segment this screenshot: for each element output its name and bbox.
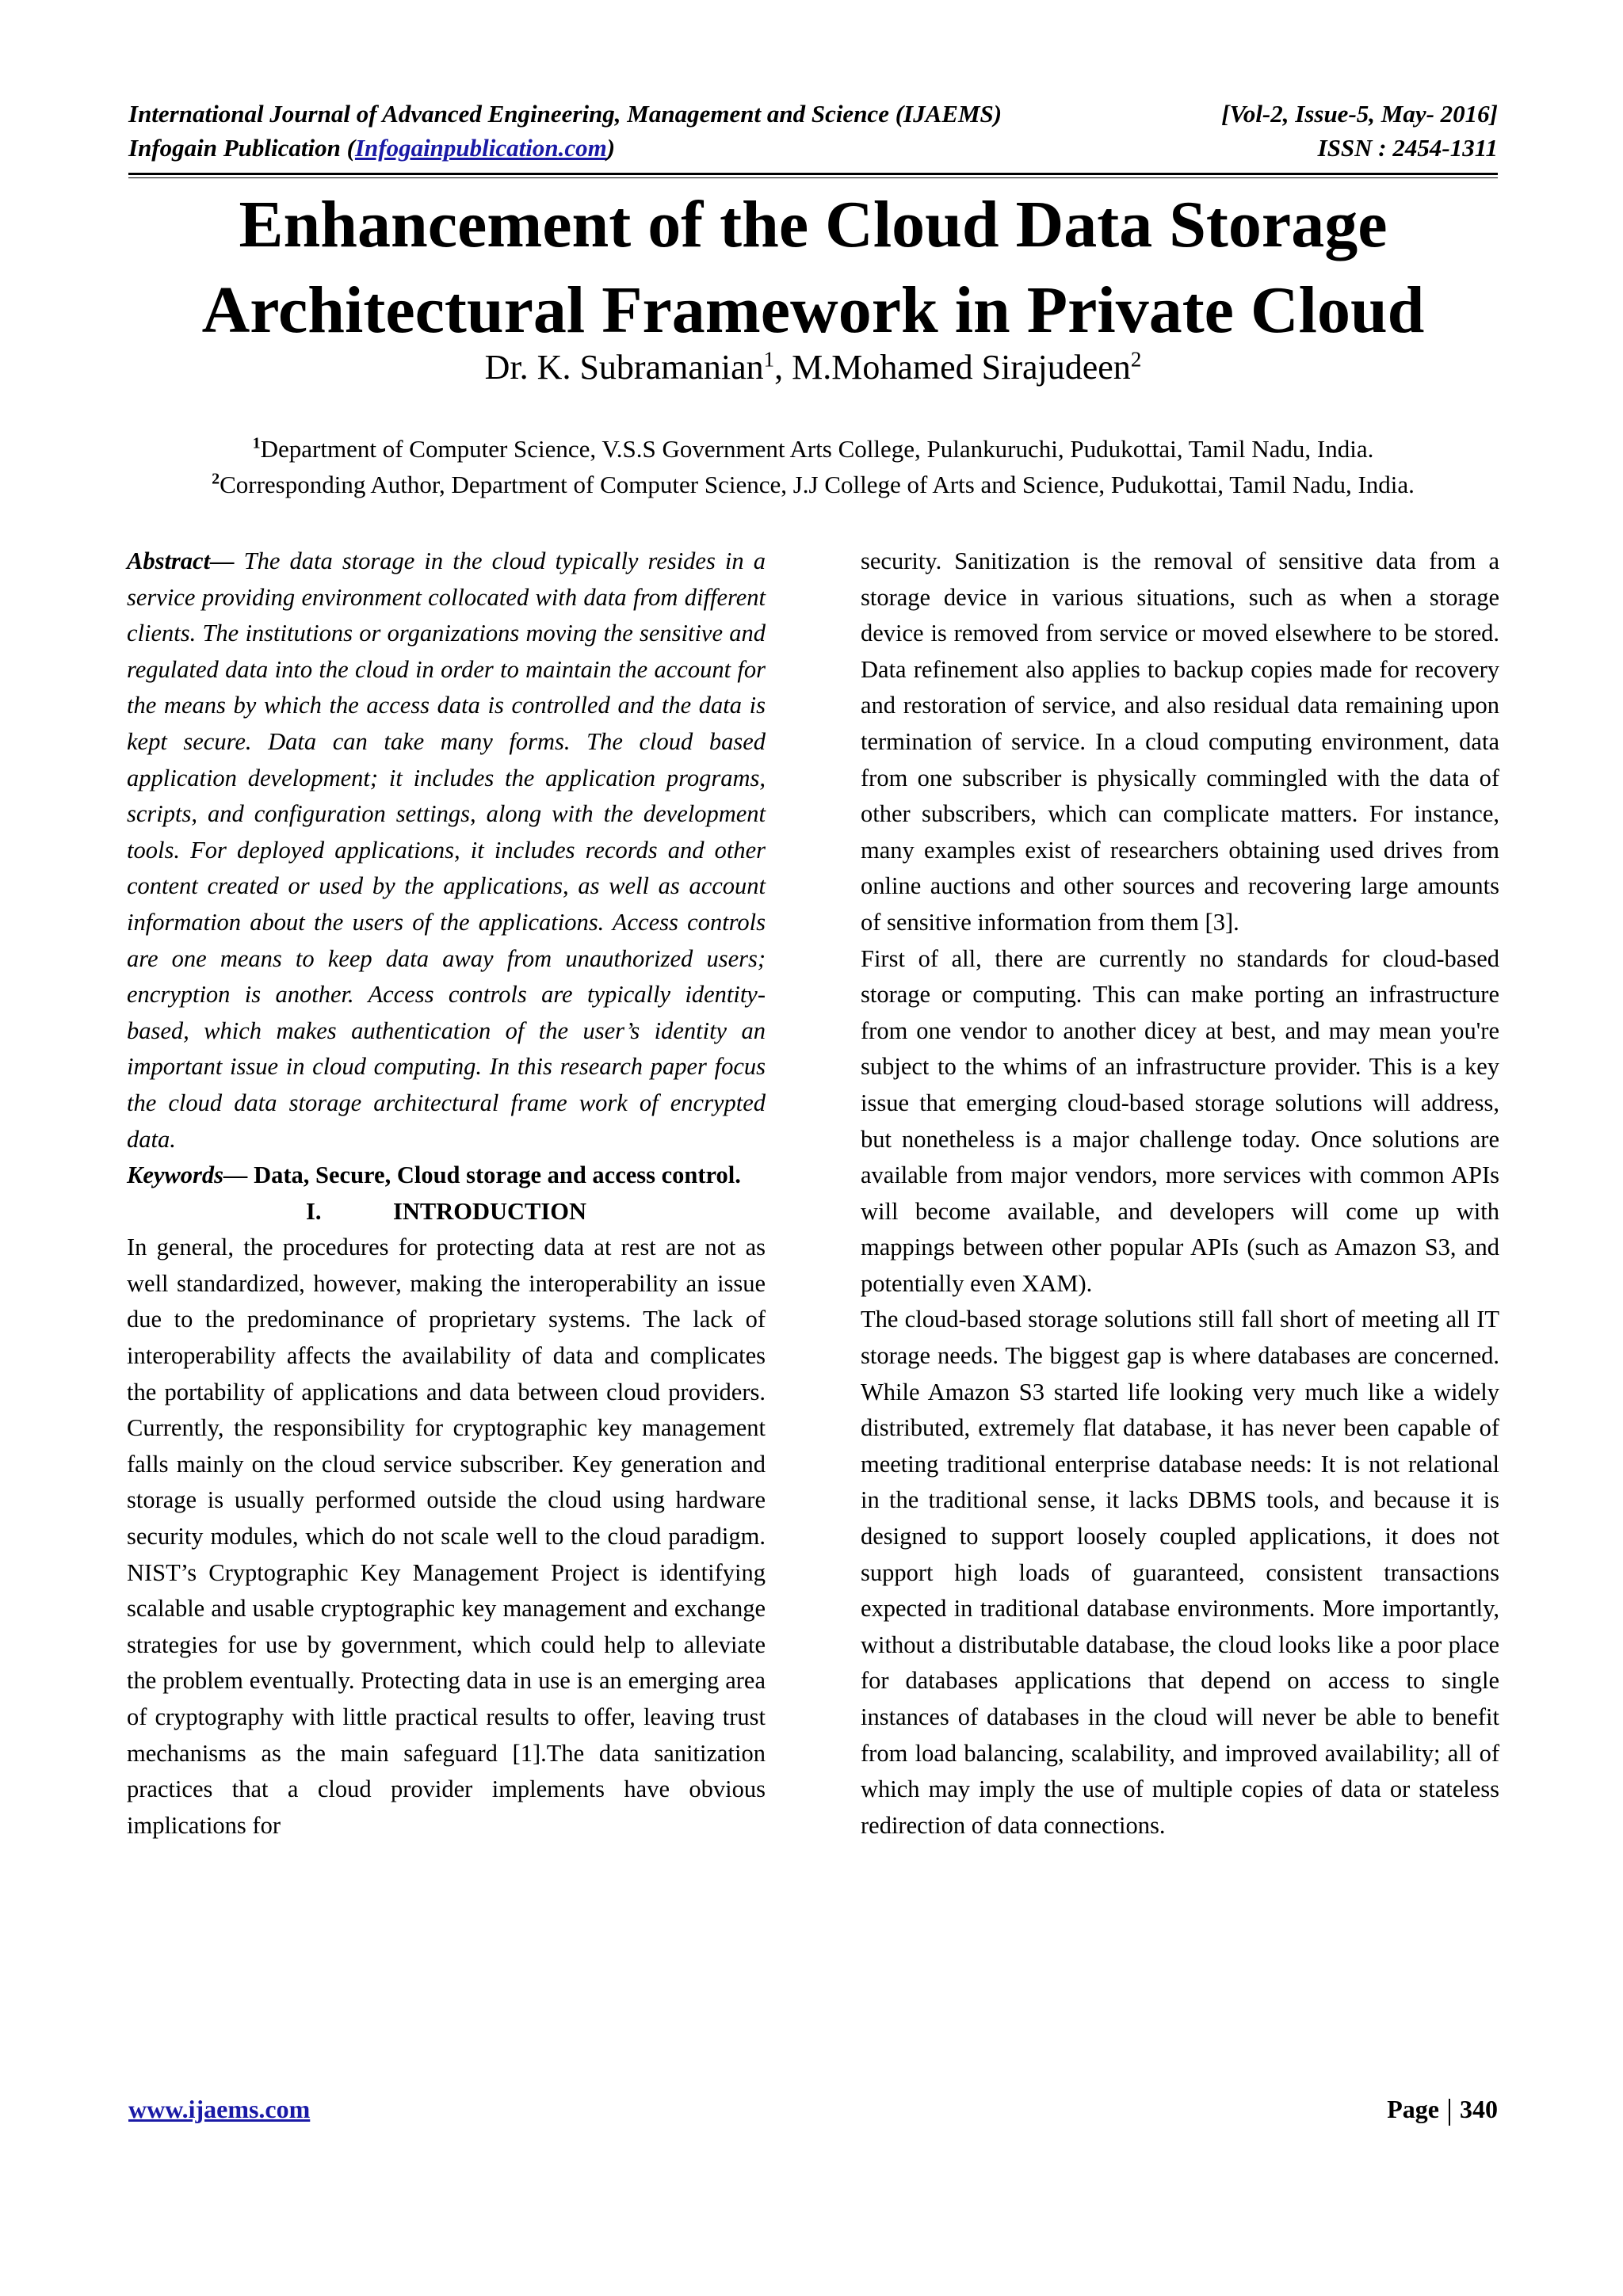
title-line-2: Architectural Framework in Private Cloud	[201, 273, 1425, 347]
page-separator	[1449, 2099, 1450, 2126]
body-paragraph-1: security. Sanitization is the removal of sensitive data from a storage device in various situations, such as when a storage device is removed from service or moved elsewhere to be stored. Data refinement also applies to backup copies made for recovery and restoration of service, and also residual data remaining upon termination of service. In a cloud computing environment, data from one subscriber is physically commingled with the data of other subscribers, which can complicate matters. For instance, many examples exist of researchers obtaining used drives from online auctions and other sources and recovering large amounts of sensitive information from them [3].	[861, 547, 1499, 936]
left-column	[127, 543, 766, 1844]
affiliation-1-sup: 1	[252, 434, 261, 452]
author-1: Dr. K. Subramanian	[484, 348, 764, 387]
affiliations	[95, 431, 1531, 502]
section-number: I.	[305, 1197, 322, 1225]
header-rule	[128, 173, 1498, 178]
abstract-label: Abstract—	[127, 547, 235, 574]
publisher-link[interactable]: Infogainpublication.com	[354, 134, 607, 162]
page-number: 340	[1460, 2095, 1498, 2123]
keywords-label: Keywords—	[127, 1161, 248, 1189]
author-1-sup: 1	[763, 347, 775, 372]
author-2-sup: 2	[1130, 347, 1142, 372]
publisher-prefix: Infogain Publication (	[128, 134, 355, 162]
body-paragraph-3: The cloud-based storage solutions still fall short of meeting all IT storage needs. The biggest gap is where databases are concerned. While Amazon S3 started life looking very much like a widely distributed, extremely flat database, it has never been capable of meeting traditional enterprise database needs: It is not relational in the traditional sense, it lacks DBMS tools, and because it is designed to support loosely coupled applications, it does not support high loads of guaranteed, consistent transactions expected in traditional database environments. More importantly, without a distributable database, the cloud looks like a poor place for databases applications that depend on access to single instances of databases in the cloud will never be able to benefit from load balancing, scalability, and improved availability; all of which may imply the use of multiple copies of data or stateless redirection of data connections.	[861, 1306, 1499, 1839]
right-column	[861, 543, 1499, 1844]
publisher-suffix: )	[606, 134, 616, 162]
affiliation-1	[95, 431, 1531, 467]
page-footer	[128, 2095, 1498, 2126]
paper-title	[128, 182, 1498, 353]
title-line-1: Enhancement of the Cloud Data Storage	[239, 188, 1388, 261]
abstract	[127, 543, 766, 1158]
website-link[interactable]: www.ijaems.com	[128, 2095, 311, 2123]
author-list	[128, 345, 1498, 390]
author-2: M.Mohamed Sirajudeen	[792, 348, 1131, 387]
affiliation-2-sup: 2	[212, 470, 220, 488]
affiliation-2	[95, 467, 1531, 502]
page-label: Page	[1387, 2095, 1439, 2123]
body-paragraph-2: First of all, there are currently no standards for cloud-based storage or computing. This can make porting an infrastructure from one vendor to another dicey at best, and may mean you're subject to the whims of an infrastructure provider. This is a key issue that emerging cloud-based storage solutions will address, but nonetheless is a major challenge today. Once solutions are available from major vendors, more services with common APIs will become available, and developers will come up with mappings between other popular APIs (such as Amazon S3, and potentially even XAM).	[861, 944, 1499, 1297]
affiliation-2-text: Corresponding Author, Department of Computer Science, J.J College of Arts and Science, Pudukottai, Tamil Nadu, India.	[220, 471, 1415, 498]
page-indicator	[1387, 2095, 1498, 2126]
publisher-line	[128, 131, 615, 165]
section-title: INTRODUCTION	[392, 1197, 587, 1225]
keywords-text: Data, Secure, Cloud storage and access control.	[247, 1161, 741, 1189]
keywords	[127, 1158, 766, 1194]
volume-info: [Vol-2, Issue-5, May- 2016]	[1221, 100, 1498, 128]
affiliation-1-text: Department of Computer Science, V.S.S Government Arts College, Pulankuruchi, Pudukottai, Tamil Nadu, India.	[260, 435, 1374, 463]
journal-name: International Journal of Advanced Engineering, Management and Science (IJAEMS)	[128, 100, 1002, 128]
section-heading	[127, 1194, 766, 1230]
abstract-text: The data storage in the cloud typically resides in a service providing environment collocated with data from different clients. The institutions or organizations moving the sensitive and regulated data into the cloud in order to maintain the account for the means by which the access data is controlled and the data is kept secure. Data can take many forms. The cloud based application development; it includes the application programs, scripts, and configuration settings, along with the development tools. For deployed applications, it includes records and other content created or used by the applications, as well as account information about the users of the applications. Access controls are one means to keep data away from unauthorized users; encryption is another. Access controls are typically identity-based, which makes authentication of the user’s identity an important issue in cloud computing. In this research paper focus the cloud data storage architectural frame work of encrypted data.	[127, 547, 766, 1153]
author-separator: ,	[774, 348, 792, 387]
intro-paragraph: In general, the procedures for protecting data at rest are not as well standardized, however, making the interoperability an issue due to the predominance of proprietary systems. The lack of interoperability affects the availability of data and complicates the portability of applications and data between cloud providers. Currently, the responsibility for cryptographic key management falls mainly on the cloud service subscriber. Key generation and storage is usually performed outside the cloud using hardware security modules, which do not scale well to the cloud paradigm. NIST’s Cryptographic Key Management Project is identifying scalable and usable cryptographic key management and exchange strategies for use by government, which could help to alleviate the problem eventually. Protecting data in use is an emerging area of cryptography with little practical results to offer, leaving trust mechanisms as the main safeguard [1].The data sanitization practices that a cloud provider implements have obvious implications for	[127, 1234, 766, 1839]
issn: ISSN : 2454-1311	[1317, 134, 1498, 162]
journal-header	[128, 97, 1498, 165]
